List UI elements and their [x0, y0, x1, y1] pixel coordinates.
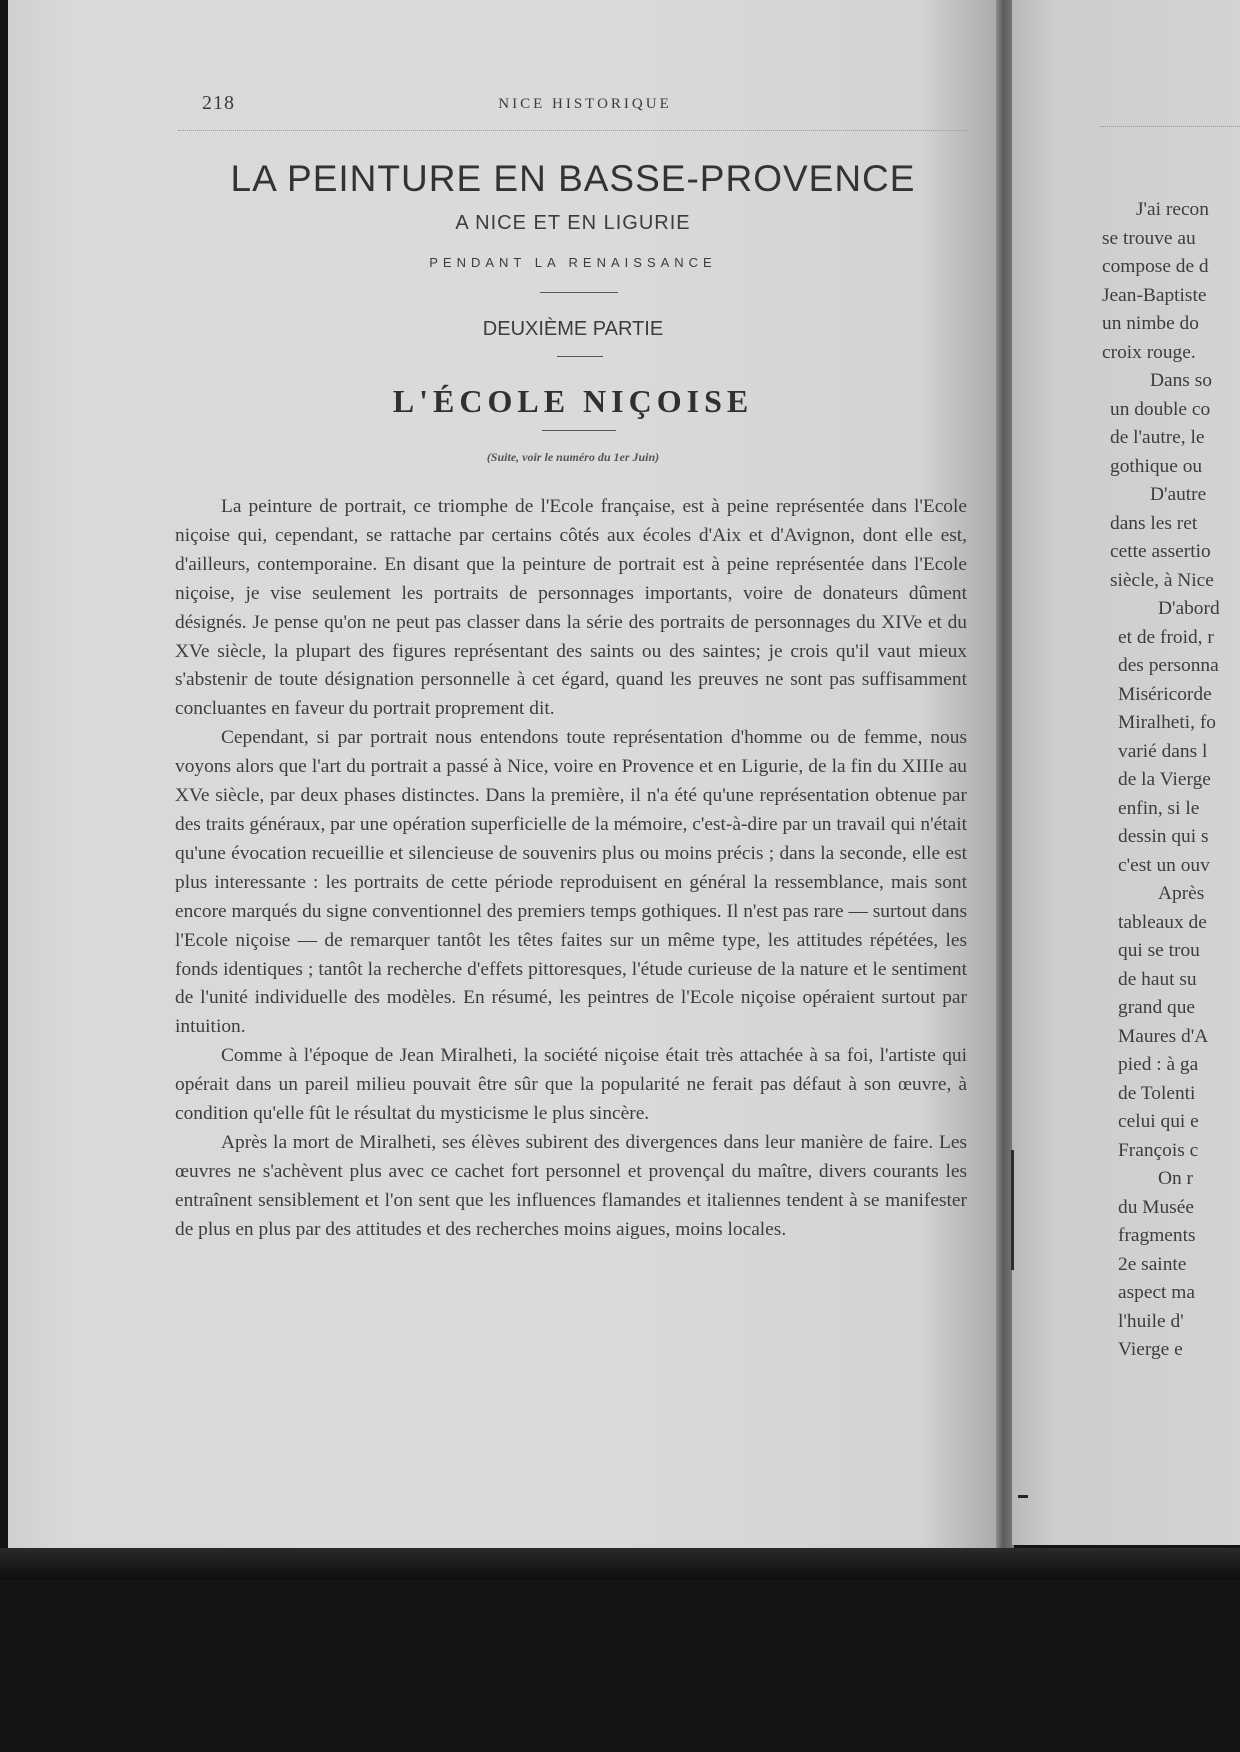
- facing-line: c'est un ouv: [1118, 854, 1210, 876]
- facing-line: dans les ret: [1110, 512, 1198, 534]
- paragraph: Cependant, si par portrait nous entendons toute représentation d'homme ou de femme, nous voyons alors que l'art du portrait a passé à Nice, voire en Provence et en Ligurie, de la fin du XIIIe au XVe siècle, par deux phases distinctes. Dans la première, il n'a été qu'une représentation obtenue par des traits généraux, par une opération superficielle de la mémoire, c'est-à-dire par un travail qui n'était qu'une évocation recueillie et silencieuse de souvenirs plus ou moins précis ; dans la seconde, elle est plus interessante : les portraits de cette période reproduisent en général la ressemblance, mais sont encore marqués du signe conventionnel des premiers temps gothiques. Il n'est pas rare — surtout dans l'Ecole niçoise — de remarquer tantôt les têtes faites sur un même type, les attitudes répétées, les fonds identiques ; tantôt la recherche d'effets pittoresques, l'étude curieuse de la nature et le sentiment de l'unité individuelle des modèles. En résumé, les peintres de l'Ecole niçoise opéraient surtout par intuition.: [175, 727, 967, 1038]
- facing-line: D'autre: [1150, 484, 1207, 505]
- continuation-note: (Suite, voir le numéro du 1er Juin): [486, 450, 660, 464]
- facing-line: siècle, à Nice: [1110, 569, 1214, 591]
- page-number: 218: [202, 92, 235, 114]
- margin-mark: [1011, 1150, 1014, 1270]
- article-period: PENDANT LA RENAISSANCE: [429, 255, 717, 270]
- facing-line: et de froid, r: [1118, 626, 1214, 648]
- margin-dash: [1018, 1495, 1028, 1498]
- facing-line: Maures d'A: [1118, 1025, 1209, 1047]
- paragraph: Après la mort de Miralheti, ses élèves subirent des divergences dans leur manière de faire. Les œuvres ne s'achèvent plus avec ce cachet fort personnel et provençal du maître, divers courants les entraînent sensiblement et l'on sent que les influences flamandes et italiennes tendent à se manifester de plus en plus par des attitudes et des recherches moins aigues, moins locales.: [175, 1131, 967, 1240]
- facing-line: un nimbe do: [1102, 313, 1199, 334]
- header-divider: [178, 130, 968, 131]
- facing-line: de Tolenti: [1118, 1082, 1196, 1104]
- facing-line: se trouve au: [1102, 227, 1196, 249]
- facing-line: compose de d: [1102, 256, 1209, 277]
- facing-line: J'ai recon: [1136, 199, 1209, 220]
- article-body: [175, 493, 967, 1245]
- facing-line: 2e sainte: [1118, 1253, 1187, 1275]
- facing-line: Après: [1158, 883, 1205, 904]
- facing-line: pied : à ga: [1118, 1054, 1199, 1075]
- part-divider: [557, 356, 603, 357]
- facing-line: On r: [1158, 1168, 1194, 1189]
- facing-line: qui se trou: [1118, 940, 1200, 961]
- facing-line: gothique ou: [1110, 455, 1203, 477]
- facing-line: grand que: [1118, 997, 1195, 1018]
- facing-line: celui qui e: [1118, 1111, 1199, 1132]
- facing-line: de haut su: [1118, 968, 1197, 990]
- part-label: DEUXIÈME PARTIE: [482, 318, 664, 340]
- section-divider: [542, 430, 616, 431]
- facing-line: fragments: [1118, 1225, 1196, 1246]
- facing-line: François c: [1118, 1139, 1199, 1161]
- facing-line: croix rouge.: [1102, 341, 1196, 363]
- facing-header-divider: [1100, 126, 1240, 127]
- paragraph: Comme à l'époque de Jean Miralheti, la société niçoise était très attachée à sa foi, l'artiste qui opérait dans un pareil milieu pouvait être sûr que la popularité ne ferait pas défaut à son œuvre, à condition qu'elle fût le résultat du mysticisme le plus sincère.: [175, 1045, 967, 1125]
- title-divider: [540, 292, 618, 293]
- paragraph: La peinture de portrait, ce triomphe de l'Ecole française, est à peine représentée dans l'Ecole niçoise qui, cependant, se rattache par certains côtés aux écoles d'Aix et d'Avignon, dont elle est, d'ailleurs, contemporaine. En disant que la peinture de portrait est à peine représentée dans l'Ecole niçoise, je vise seulement les portraits de personnages importants, voire de donateurs dûment désignés. Je pense qu'on ne peut pas classer dans la série des portraits de personnages du XIVe et du XVe siècle, la plupart des figures représentant des saints ou des saintes; je crois qu'il vaut mieux s'abstenir de toute désignation personnelle à cet égard, quand les preuves ne sont pas suffisamment concluantes en faveur du portrait proprement dit.: [175, 496, 967, 720]
- facing-line: Jean-Baptiste: [1102, 284, 1207, 306]
- facing-line: du Musée: [1118, 1196, 1194, 1218]
- facing-line: aspect ma: [1118, 1282, 1195, 1303]
- facing-line: D'abord: [1158, 598, 1220, 619]
- facing-line: un double co: [1110, 398, 1211, 420]
- facing-line: de l'autre, le: [1110, 427, 1205, 448]
- article-subtitle: A NICE ET EN LIGURIE: [455, 212, 691, 234]
- facing-line: de la Vierge: [1118, 769, 1211, 790]
- facing-line: cette assertio: [1110, 541, 1211, 562]
- facing-line: Dans so: [1150, 370, 1212, 391]
- facing-line: tableaux de: [1118, 911, 1207, 933]
- facing-line: varié dans l: [1118, 740, 1208, 762]
- facing-line: dessin qui s: [1118, 826, 1209, 847]
- facing-page-text: [1102, 196, 1240, 1365]
- facing-line: Miséricorde: [1118, 683, 1212, 705]
- facing-line: Vierge e: [1118, 1339, 1183, 1360]
- article-title: LA PEINTURE EN BASSE-PROVENCE: [230, 158, 916, 199]
- facing-line: enfin, si le: [1118, 797, 1200, 819]
- running-head: NICE HISTORIQUE: [498, 96, 672, 112]
- facing-line: des personna: [1118, 655, 1219, 676]
- page-bottom-edge: [0, 1548, 1240, 1580]
- section-title: L'ÉCOLE NIÇOISE: [392, 383, 754, 419]
- facing-line: Miralheti, fo: [1118, 712, 1217, 733]
- facing-line: l'huile d': [1118, 1310, 1184, 1332]
